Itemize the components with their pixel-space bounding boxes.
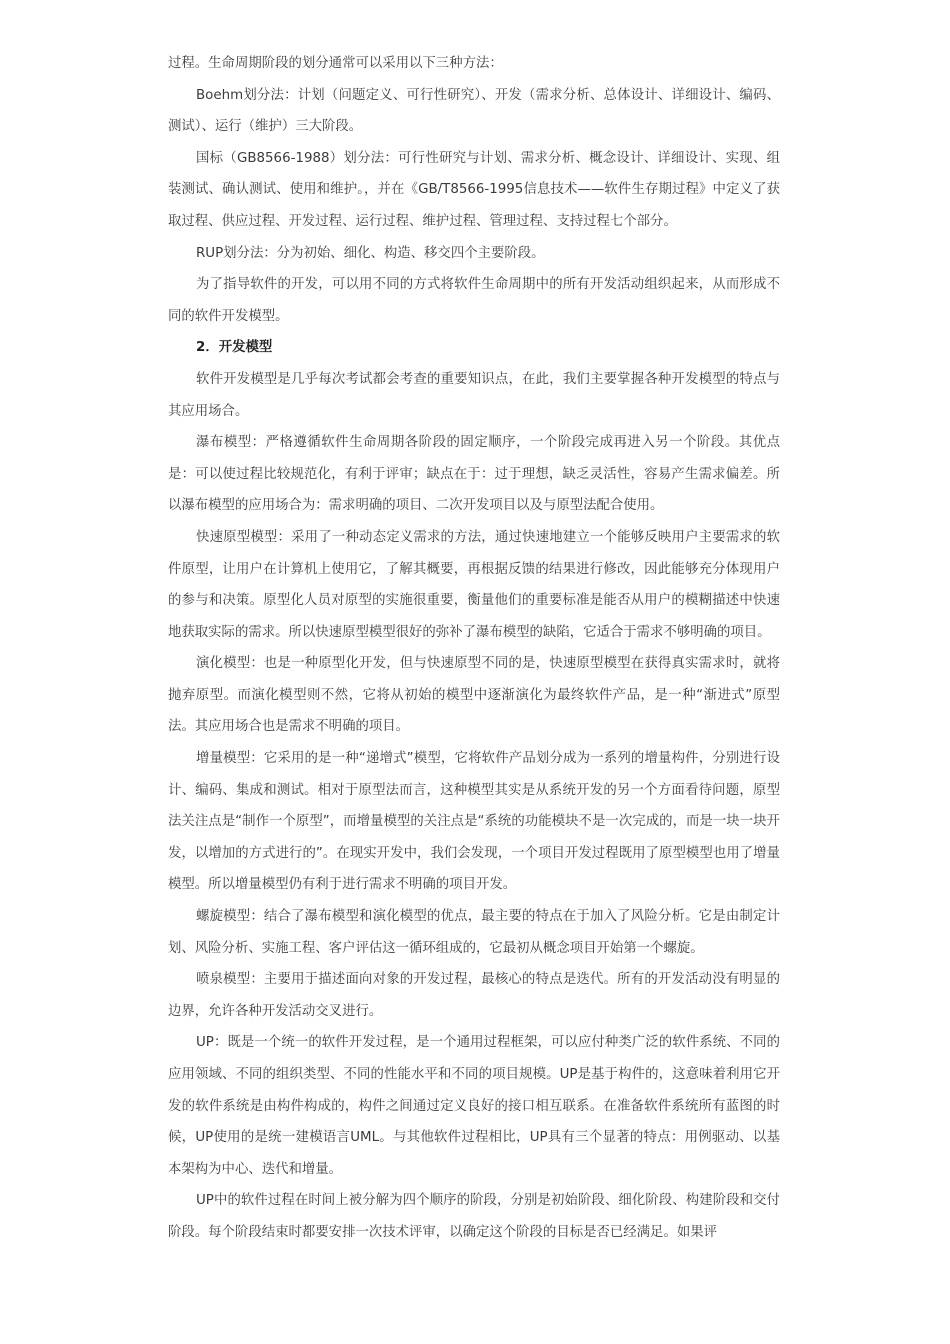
paragraph-up: UP：既是一个统一的软件开发过程，是一个通用过程框架，可以应付种类广泛的软件系统、不同的应用领域、不同的组织类型、不同的性能水平和不同的项目规模。UP是基于构件的，这意味着利用它开发的软件系统是由构件构成的，构件之间通过定义良好的接口相互联系。在准备软件系统所有蓝图的时候，UP使用的是统一建模语言UML。与其他软件过程相比，UP具有三个显著的特点：用例驱动、以基本架构为中心、迭代和增量。 xyxy=(168,1035,780,1177)
paragraph-fountain: 喷泉模型：主要用于描述面向对象的开发过程，最核心的特点是迭代。所有的开发活动没有明显的边界，允许各种开发活动交叉进行。 xyxy=(168,972,780,1019)
paragraph-spiral: 螺旋模型：结合了瀑布模型和演化模型的优点，最主要的特点在于加入了风险分析。它是由制定计划、风险分析、实施工程、客户评估这一循环组成的，它最初从概念项目开始第一个螺旋。 xyxy=(168,909,780,956)
paragraph-gb8566: 国标（GB8566-1988）划分法：可行性研究与计划、需求分析、概念设计、详细设计、实现、组装测试、确认测试、使用和维护。，并在《GB/T8566-1995信息技术——软件生存期过程》中定义了获取过程、供应过程、开发过程、运行过程、维护过程、管理过程、支持过程七个部分。 xyxy=(168,150,780,229)
paragraph-waterfall: 瀑布模型：严格遵循软件生命周期各阶段的固定顺序，一个阶段完成再进入另一个阶段。其优点是：可以使过程比较规范化，有利于评审；缺点在于：过于理想，缺乏灵活性，容易产生需求偏差。所以瀑布模型的应用场合为：需求明确的项目、二次开发项目以及与原型法配合使用。 xyxy=(168,435,780,514)
section-heading-dev-models: 2．开发模型 xyxy=(196,340,273,356)
paragraph-up-phases: UP中的软件过程在时间上被分解为四个顺序的阶段，分别是初始阶段、细化阶段、构建阶段和交付阶段。每个阶段结束时都要安排一次技术评审，以确定这个阶段的目标是否已经满足。如果评 xyxy=(168,1193,780,1240)
document-body xyxy=(168,48,780,1249)
paragraph-boehm: Boehm划分法：计划（问题定义、可行性研究）、开发（需求分析、总体设计、详细设计、编码、测试）、运行（维护）三大阶段。 xyxy=(168,87,780,135)
paragraph-rapid-prototype: 快速原型模型：采用了一种动态定义需求的方法，通过快速地建立一个能够反映用户主要需求的软件原型，让用户在计算机上使用它，了解其概要，再根据反馈的结果进行修改，因此能够充分体现用户的参与和决策。原型化人员对原型的实施很重要，衡量他们的重要标准是能否从用户的模糊描述中快速地获取实际的需求。所以快速原型模型很好的弥补了瀑布模型的缺陷，它适合于需求不够明确的项目。 xyxy=(168,529,780,640)
paragraph-models-overview: 软件开发模型是几乎每次考试都会考查的重要知识点，在此，我们主要掌握各种开发模型的特点与其应用场合。 xyxy=(168,371,780,419)
paragraph-evolutionary: 演化模型：也是一种原型化开发，但与快速原型不同的是，快速原型模型在获得真实需求时，就将抛弃原型。而演化模型则不然，它将从初始的模型中逐渐演化为最终软件产品，是一种“渐进式”原型法。其应用场合也是需求不明确的项目。 xyxy=(168,656,780,735)
paragraph-rup: RUP划分法：分为初始、细化、构造、移交四个主要阶段。 xyxy=(196,245,545,261)
paragraph-models-intro: 为了指导软件的开发，可以用不同的方式将软件生命周期中的所有开发活动组织起来，从而形成不同的软件开发模型。 xyxy=(168,277,780,324)
paragraph-lifecycle-intro: 过程。生命周期阶段的划分通常可以采用以下三种方法： xyxy=(168,56,503,71)
paragraph-incremental: 增量模型：它采用的是一种“递增式”模型，它将软件产品划分成为一系列的增量构件，分别进行设计、编码、集成和测试。相对于原型法而言，这种模型其实是从系统开发的另一个方面看待问题，原型法关注点是“制作一个原型”，而增量模型的关注点是“系统的功能模块不是一次完成的，而是一块一块开发，以增加的方式进行的”。在现实开发中，我们会发现，一个项目开发过程既用了原型模型也用了增量模型。所以增量模型仍有利于进行需求不明确的项目开发。 xyxy=(168,751,780,893)
